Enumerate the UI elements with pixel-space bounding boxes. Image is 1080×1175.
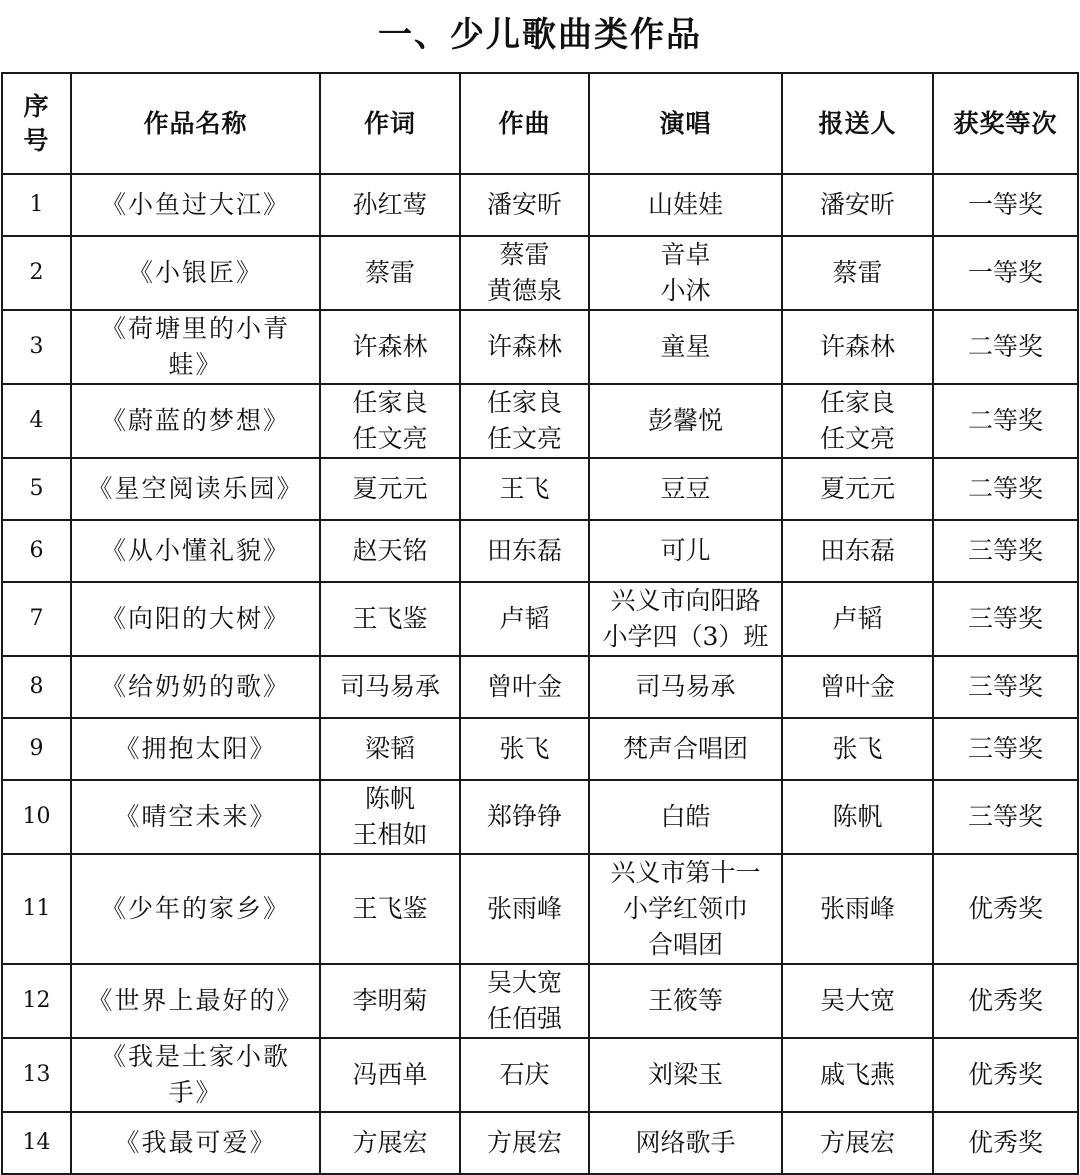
cell-lyricist: 冯西单 — [320, 1038, 460, 1112]
table-row — [2, 718, 1078, 780]
cell-work: 《给奶奶的歌》 — [71, 656, 320, 718]
header-award: 获奖等次 — [933, 73, 1078, 174]
header-index: 序 号 — [2, 73, 71, 174]
cell-performer: 王筱等 — [589, 964, 782, 1038]
cell-composer: 卢韬 — [460, 582, 589, 656]
table-row — [2, 236, 1078, 310]
header-lyricist: 作词 — [320, 73, 460, 174]
cell-work: 《我最可爱》 — [71, 1112, 320, 1174]
cell-composer: 张飞 — [460, 718, 589, 780]
cell-composer: 许森林 — [460, 310, 589, 384]
header-composer: 作曲 — [460, 73, 589, 174]
table-row — [2, 1112, 1078, 1174]
cell-award: 三等奖 — [933, 656, 1078, 718]
cell-submitter: 潘安昕 — [782, 174, 933, 236]
cell-award: 三等奖 — [933, 582, 1078, 656]
cell-index: 8 — [2, 656, 71, 718]
cell-submitter: 戚飞燕 — [782, 1038, 933, 1112]
cell-composer: 王飞 — [460, 458, 589, 520]
cell-index: 11 — [2, 854, 71, 964]
cell-award: 一等奖 — [933, 236, 1078, 310]
cell-submitter: 张雨峰 — [782, 854, 933, 964]
cell-composer: 吴大宽 任佰强 — [460, 964, 589, 1038]
cell-composer: 蔡雷 黄德泉 — [460, 236, 589, 310]
cell-index: 3 — [2, 310, 71, 384]
cell-composer: 张雨峰 — [460, 854, 589, 964]
cell-award: 三等奖 — [933, 780, 1078, 854]
cell-performer: 山娃娃 — [589, 174, 782, 236]
cell-composer: 曾叶金 — [460, 656, 589, 718]
cell-performer: 兴义市第十一 小学红领巾 合唱团 — [589, 854, 782, 964]
cell-performer: 彭馨悦 — [589, 384, 782, 458]
awards-table — [1, 72, 1079, 1175]
table-row — [2, 458, 1078, 520]
header-work: 作品名称 — [71, 73, 320, 174]
cell-composer: 任家良 任文亮 — [460, 384, 589, 458]
cell-lyricist: 王飞鉴 — [320, 854, 460, 964]
table-row — [2, 310, 1078, 384]
cell-performer: 兴义市向阳路 小学四（3）班 — [589, 582, 782, 656]
cell-lyricist: 方展宏 — [320, 1112, 460, 1174]
table-row — [2, 582, 1078, 656]
cell-index: 13 — [2, 1038, 71, 1112]
cell-submitter: 张飞 — [782, 718, 933, 780]
cell-work: 《向阳的大树》 — [71, 582, 320, 656]
cell-performer: 豆豆 — [589, 458, 782, 520]
cell-index: 9 — [2, 718, 71, 780]
cell-index: 14 — [2, 1112, 71, 1174]
cell-submitter: 吴大宽 — [782, 964, 933, 1038]
cell-performer: 司马易承 — [589, 656, 782, 718]
cell-index: 10 — [2, 780, 71, 854]
cell-award: 二等奖 — [933, 384, 1078, 458]
cell-award: 三等奖 — [933, 718, 1078, 780]
cell-work: 《小鱼过大江》 — [71, 174, 320, 236]
cell-work: 《蔚蓝的梦想》 — [71, 384, 320, 458]
cell-award: 优秀奖 — [933, 964, 1078, 1038]
cell-award: 优秀奖 — [933, 1038, 1078, 1112]
table-body — [2, 174, 1078, 1174]
cell-submitter: 陈帆 — [782, 780, 933, 854]
cell-performer: 音卓 小沐 — [589, 236, 782, 310]
cell-work: 《荷塘里的小青 蛙》 — [71, 310, 320, 384]
cell-lyricist: 夏元元 — [320, 458, 460, 520]
cell-submitter: 卢韬 — [782, 582, 933, 656]
cell-performer: 网络歌手 — [589, 1112, 782, 1174]
cell-submitter: 任家良 任文亮 — [782, 384, 933, 458]
cell-index: 2 — [2, 236, 71, 310]
cell-lyricist: 李明菊 — [320, 964, 460, 1038]
cell-composer: 方展宏 — [460, 1112, 589, 1174]
cell-lyricist: 蔡雷 — [320, 236, 460, 310]
cell-work: 《星空阅读乐园》 — [71, 458, 320, 520]
cell-lyricist: 陈帆 王相如 — [320, 780, 460, 854]
cell-lyricist: 司马易承 — [320, 656, 460, 718]
cell-work: 《少年的家乡》 — [71, 854, 320, 964]
table-row — [2, 520, 1078, 582]
table-header-row — [2, 73, 1078, 174]
table-row — [2, 854, 1078, 964]
cell-index: 5 — [2, 458, 71, 520]
cell-composer: 石庆 — [460, 1038, 589, 1112]
cell-lyricist: 王飞鉴 — [320, 582, 460, 656]
cell-composer: 潘安昕 — [460, 174, 589, 236]
table-row — [2, 656, 1078, 718]
cell-lyricist: 梁韬 — [320, 718, 460, 780]
cell-composer: 郑铮铮 — [460, 780, 589, 854]
cell-award: 三等奖 — [933, 520, 1078, 582]
cell-submitter: 蔡雷 — [782, 236, 933, 310]
cell-award: 优秀奖 — [933, 1112, 1078, 1174]
cell-lyricist: 孙红莺 — [320, 174, 460, 236]
cell-work: 《晴空未来》 — [71, 780, 320, 854]
cell-index: 7 — [2, 582, 71, 656]
cell-work: 《从小懂礼貌》 — [71, 520, 320, 582]
cell-submitter: 许森林 — [782, 310, 933, 384]
table-row — [2, 964, 1078, 1038]
cell-lyricist: 赵天铭 — [320, 520, 460, 582]
cell-submitter: 田东磊 — [782, 520, 933, 582]
cell-work: 《拥抱太阳》 — [71, 718, 320, 780]
cell-lyricist: 任家良 任文亮 — [320, 384, 460, 458]
table-row — [2, 174, 1078, 236]
cell-award: 一等奖 — [933, 174, 1078, 236]
cell-performer: 白皓 — [589, 780, 782, 854]
cell-index: 4 — [2, 384, 71, 458]
cell-award: 二等奖 — [933, 310, 1078, 384]
cell-index: 6 — [2, 520, 71, 582]
header-performer: 演唱 — [589, 73, 782, 174]
table-row — [2, 780, 1078, 854]
cell-composer: 田东磊 — [460, 520, 589, 582]
cell-award: 优秀奖 — [933, 854, 1078, 964]
cell-submitter: 方展宏 — [782, 1112, 933, 1174]
cell-work: 《小银匠》 — [71, 236, 320, 310]
table-row — [2, 1038, 1078, 1112]
page-title: 一、少儿歌曲类作品 — [378, 15, 702, 55]
cell-index: 1 — [2, 174, 71, 236]
cell-performer: 童星 — [589, 310, 782, 384]
cell-performer: 可儿 — [589, 520, 782, 582]
cell-work: 《我是土家小歌 手》 — [71, 1038, 320, 1112]
cell-submitter: 曾叶金 — [782, 656, 933, 718]
cell-performer: 刘梁玉 — [589, 1038, 782, 1112]
cell-lyricist: 许森林 — [320, 310, 460, 384]
cell-submitter: 夏元元 — [782, 458, 933, 520]
table-row — [2, 384, 1078, 458]
cell-index: 12 — [2, 964, 71, 1038]
cell-award: 二等奖 — [933, 458, 1078, 520]
cell-work: 《世界上最好的》 — [71, 964, 320, 1038]
cell-performer: 梵声合唱团 — [589, 718, 782, 780]
header-submitter: 报送人 — [782, 73, 933, 174]
